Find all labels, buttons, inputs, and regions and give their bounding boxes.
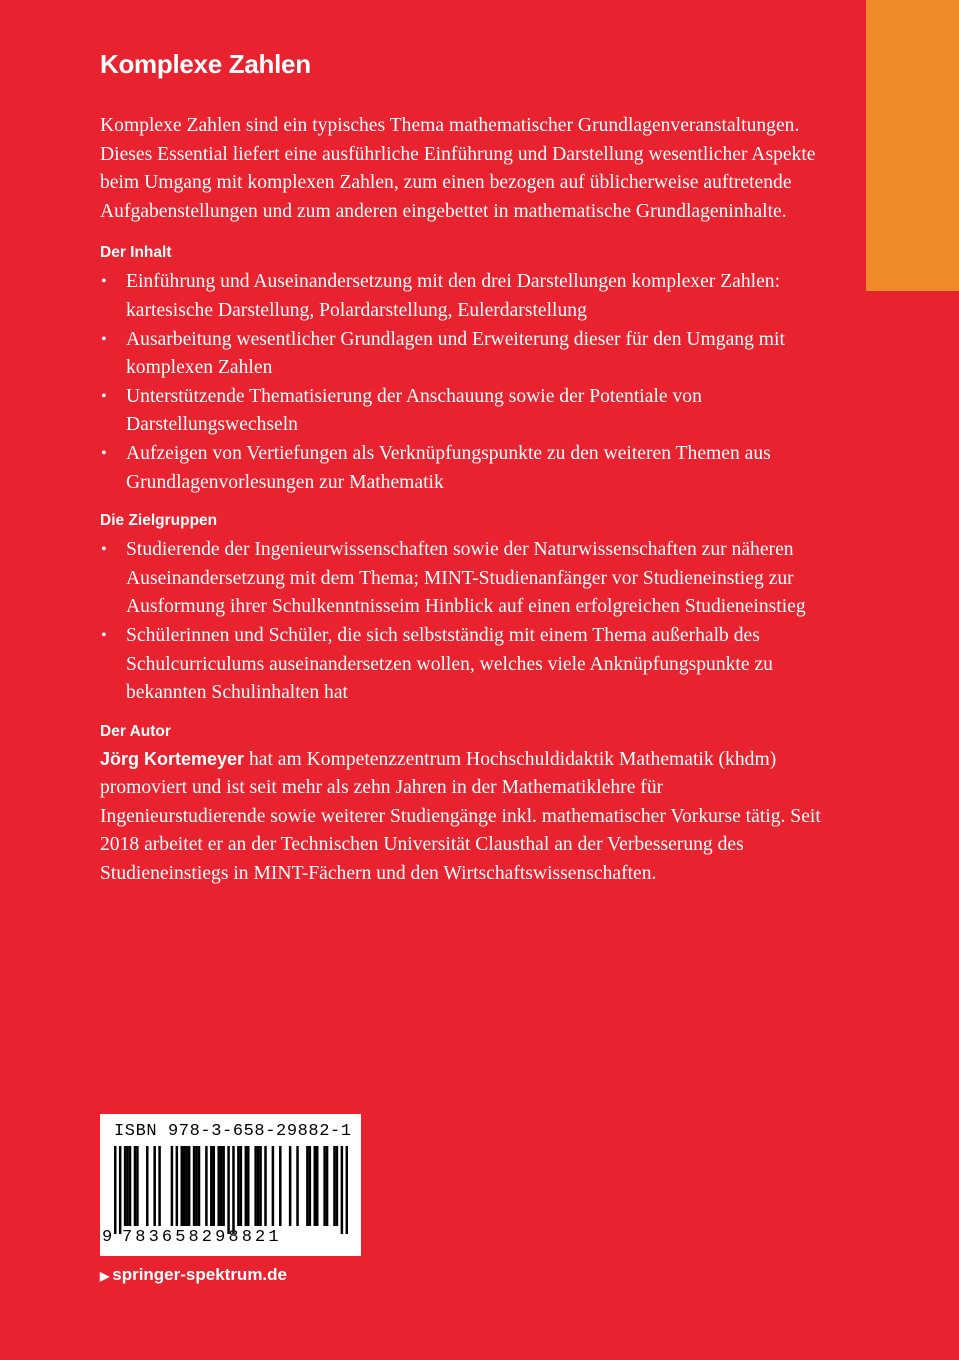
- barcode-bar: [195, 1146, 198, 1226]
- ean-first-digit: 9: [102, 1228, 113, 1247]
- barcode-bar: [259, 1146, 262, 1226]
- barcode-bar: [185, 1146, 188, 1226]
- barcode-bar: [193, 1146, 196, 1226]
- barcode-bar: [158, 1146, 161, 1226]
- barcode-bar: [119, 1146, 122, 1234]
- barcode-bar: [333, 1146, 336, 1226]
- barcode-bar: [213, 1146, 216, 1226]
- barcode-bar: [257, 1146, 260, 1226]
- barcode-bar: [134, 1146, 137, 1226]
- barcode-bar: [245, 1146, 248, 1226]
- list-item: • Ausarbeitung wesentlicher Grundlagen und Erweiterung dieser für den Umgang mit komplexen Zahlen: [100, 326, 840, 383]
- barcode-bar: [254, 1146, 257, 1226]
- list-item: • Studierende der Ingenieurwissenschaften sowie der Naturwissenschaften zur näheren Auseinandersetzung mit dem Thema; MINT-Studienanfänger vor Studieneinstieg zur Ausformung ihrer Schulkenntnisseim Hinblick auf einen erfolgreichen Studieneinstieg: [100, 536, 840, 622]
- author-bio: hat am Kompetenzzentrum Hochschuldidaktik Mathematik (khdm) promoviert und ist seit mehr als zehn Jahren in der Mathematiklehre für Ingenieurstudierende sowie weiterer Studiengänge inkl. mathematischer Vorkurse tätig. Seit 2018 arbeitet er an der Technischen Universität Clausthal an der Verbesserung des Studieneinstiegs in MINT-Fächern und den Wirtschaftswissenschaften.: [100, 748, 821, 885]
- barcode-bar: [183, 1146, 186, 1226]
- intro-paragraph: Komplexe Zahlen sind ein typisches Thema mathematischer Grundlagenveranstaltungen. Dieses Essential liefert eine ausführliche Einführung und Darstellung wesentlicher Aspekte beim Umgang mit komplexen Zahlen, zum einen bezogen auf üblicherweise auftretende Aufgabenstellungen und zum anderen eingebettet in mathematische Grundlageninhalte.: [100, 115, 816, 222]
- barcode-icon: [114, 1146, 348, 1234]
- bullet-icon: •: [101, 541, 107, 559]
- barcode-bar: [210, 1146, 213, 1226]
- target-groups-heading: Die Zielgruppen: [100, 512, 218, 530]
- barcode-bar: [240, 1146, 243, 1226]
- publisher-link[interactable]: [100, 1264, 287, 1287]
- bullet-icon: •: [101, 330, 107, 348]
- bullet-icon: •: [101, 387, 107, 405]
- barcode-bar: [316, 1146, 319, 1226]
- barcode-bar: [153, 1146, 156, 1226]
- bullet-icon: •: [101, 626, 107, 644]
- list-item: • Schülerinnen und Schüler, die sich selbstständig mit einem Thema außerhalb des Schulcurriculums auseinandersetzen wollen, welches viele Anknüpfungspunkte zu bekannten Schulinhalten hat: [100, 622, 840, 708]
- author-name: Jörg Kortemeyer: [100, 748, 245, 769]
- publisher-url: springer-spektrum.de: [112, 1265, 287, 1284]
- barcode-bar: [124, 1146, 127, 1226]
- author-paragraph: [100, 745, 822, 889]
- barcode-bar: [309, 1146, 312, 1226]
- barcode-bar: [289, 1146, 292, 1226]
- barcode-bar: [222, 1146, 225, 1226]
- target-groups-list: [100, 536, 840, 708]
- barcode-bar: [198, 1146, 201, 1226]
- list-item: • Aufzeigen von Vertiefungen als Verknüpfungspunkte zu den weiteren Themen aus Grundlagenvorlesungen zur Mathematik: [100, 440, 840, 497]
- barcode-bar: [176, 1146, 179, 1226]
- barcode-bar: [279, 1146, 282, 1226]
- barcode-bar: [336, 1146, 339, 1226]
- orange-color-tab: [866, 0, 959, 291]
- barcode-bar: [188, 1146, 191, 1226]
- isbn-label: ISBN 978-3-658-29882-1: [114, 1122, 352, 1141]
- barcode-bar: [114, 1146, 117, 1234]
- arrow-right-icon: ▶: [100, 1269, 110, 1283]
- back-cover-content: [100, 44, 840, 889]
- barcode-bar: [217, 1146, 220, 1226]
- barcode-bar: [247, 1146, 250, 1226]
- barcode-bar: [264, 1146, 267, 1226]
- barcode-bar: [306, 1146, 309, 1226]
- barcode-bar: [181, 1146, 184, 1226]
- barcode-bar: [205, 1146, 208, 1226]
- bullet-icon: •: [101, 444, 107, 462]
- isbn-barcode-box: [100, 1114, 361, 1256]
- barcode-bar: [129, 1146, 132, 1226]
- content-list: [100, 268, 840, 497]
- barcode-bar: [272, 1146, 275, 1226]
- barcode-bar: [237, 1146, 240, 1226]
- content-heading: Der Inhalt: [100, 244, 172, 262]
- barcode-bar: [314, 1146, 317, 1226]
- bullet-icon: •: [101, 273, 107, 291]
- author-heading: Der Autor: [100, 722, 171, 740]
- barcode-bar: [326, 1146, 329, 1226]
- list-item: • Unterstützende Thematisierung der Anschauung sowie der Potentiale von Darstellungswechseln: [100, 383, 840, 440]
- barcode-bar: [346, 1146, 348, 1234]
- ean-digits: [100, 1228, 361, 1254]
- barcode-bar: [126, 1146, 129, 1226]
- barcode-bar: [171, 1146, 174, 1226]
- barcode-bar: [341, 1146, 344, 1234]
- barcode-bar: [296, 1146, 299, 1226]
- book-title: Komplexe Zahlen: [100, 49, 311, 79]
- barcode-bar: [136, 1146, 139, 1226]
- barcode-bar: [232, 1146, 235, 1234]
- barcode-bar: [220, 1146, 223, 1226]
- barcode-bar: [146, 1146, 149, 1226]
- barcode-bar: [227, 1146, 230, 1234]
- ean-digit-string: 783658298821: [122, 1228, 282, 1247]
- barcode-bar: [323, 1146, 326, 1226]
- list-item: • Einführung und Auseinandersetzung mit den drei Darstellungen komplexer Zahlen: kartesische Darstellung, Polardarstellung, Eulerdarstellung: [100, 268, 840, 325]
